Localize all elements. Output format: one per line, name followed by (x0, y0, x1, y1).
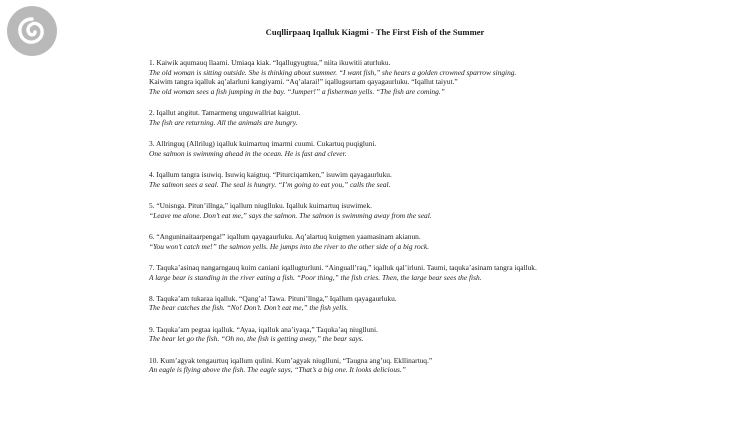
yupik-text-line: 8. Taquka’am tukaraa iqalluk. “Qang’a! Tawa. Pituni’llnga,” Iqallum qayagaurluku. (149, 293, 397, 303)
yupik-text-line: 4. Iqallum tangra isuwiq. Isuwiq kaigtuq. “Piturciqamken,” isuwim qayagaurluku. (149, 170, 392, 180)
english-translation-line: “You won’t catch me!” the salmon yells. He jumps into the river to the other side of a big rock. (149, 241, 430, 251)
english-translation-line: “Leave me alone. Don’t eat me,” says the salmon. The salmon is swimming away from the seal. (149, 210, 432, 220)
english-translation-line: An eagle is flying above the fish. The eagle says, “That’s a big one. It looks delicious.” (149, 365, 406, 375)
english-translation-line: The bear let go the fish. “Oh no, the fish is getting away,” the bear says. (149, 334, 364, 344)
english-translation-line: The old woman sees a fish jumping in the bay. “Jumper!” a fisherman yells. “The fish are coming.” (149, 87, 445, 97)
story-item (149, 58, 709, 97)
yupik-text-line: 3. Allringuq (Allrilug) iqalluk kuimartuq imarmi cuumi. Cukartuq puqigluni. (149, 139, 377, 149)
story-item (149, 170, 709, 189)
yupik-text-line: 7. Taquka’asinaq nangarngauq kuim caniani iqallugturluni. “Ainguall’raq,” iqalluk qal’irluni. Taumi, taquka’asinam tangra iqalluk. (149, 262, 537, 272)
yupik-text-line: 9. Taquka’am pegtaa iqalluk. “Ayaa, iqalluk ana’iyaqa,” Taquka’aq niuglluni. (149, 324, 378, 334)
story-content (149, 58, 709, 386)
english-translation-line: The bear catches the fish. “No! Don’t. Don’t eat me,” the fish yells. (149, 303, 349, 313)
yupik-text-line: 5. “Unisnga. Pitun’illnga,” iqallum niuglluku. Iqalluk kuimartuq isuwimek. (149, 201, 372, 211)
story-item (149, 325, 709, 344)
yupik-text-line: 6. “Anguninaitaarpenga!” iqallum qayagaurluku. Aq’alartuq kuigmen yaamasinam akianun. (149, 231, 421, 241)
story-item (149, 356, 709, 375)
story-item (149, 139, 709, 158)
story-item (149, 108, 709, 127)
story-item (149, 201, 709, 220)
yupik-text-line: 2. Iqallut angitut. Tamarmeng unguwallriat kaigtut. (149, 108, 301, 118)
english-translation-line: A large bear is standing in the river eating a fish. “Poor thing,” the fish cries. Then, the large bear sees the fish. (149, 272, 482, 282)
yupik-text-line: Kaiwim tangra iqalluk aq’alarluni kangiyami. “Aq’alarai!” iqallugsurtam qayagaurluku. “Iqallut taiyut.” (149, 77, 458, 87)
english-translation-line: The old woman is sitting outside. She is thinking about summer. “I want fish,” she hears a golden crowned sparrow singing. (149, 67, 517, 77)
page-title: Cuqllirpaaq Iqalluk Kiagmi - The First Fish of the Summer (265, 27, 485, 37)
story-item (149, 294, 709, 313)
english-translation-line: The fish are returning. All the animals are hungry. (149, 118, 298, 128)
yupik-text-line: 10. Kum’agyak tengaurtuq iqallum qulini. Kum’agyak niuglluni, “Taugna ang’uq. Ekllinartuq.” (149, 355, 433, 365)
yupik-text-line: 1. Kaiwik aqumauq llaami. Umiaqa kiak. “Iqallugyugtua,” niita ikuwitii aturluku. (149, 58, 391, 67)
english-translation-line: One salmon is swimming ahead in the ocean. He is fast and clever. (149, 148, 347, 158)
english-translation-line: The salmon sees a seal. The seal is hungry. “I’m going to eat you,” calls the seal. (149, 179, 391, 189)
story-item (149, 263, 709, 282)
story-item (149, 232, 709, 251)
